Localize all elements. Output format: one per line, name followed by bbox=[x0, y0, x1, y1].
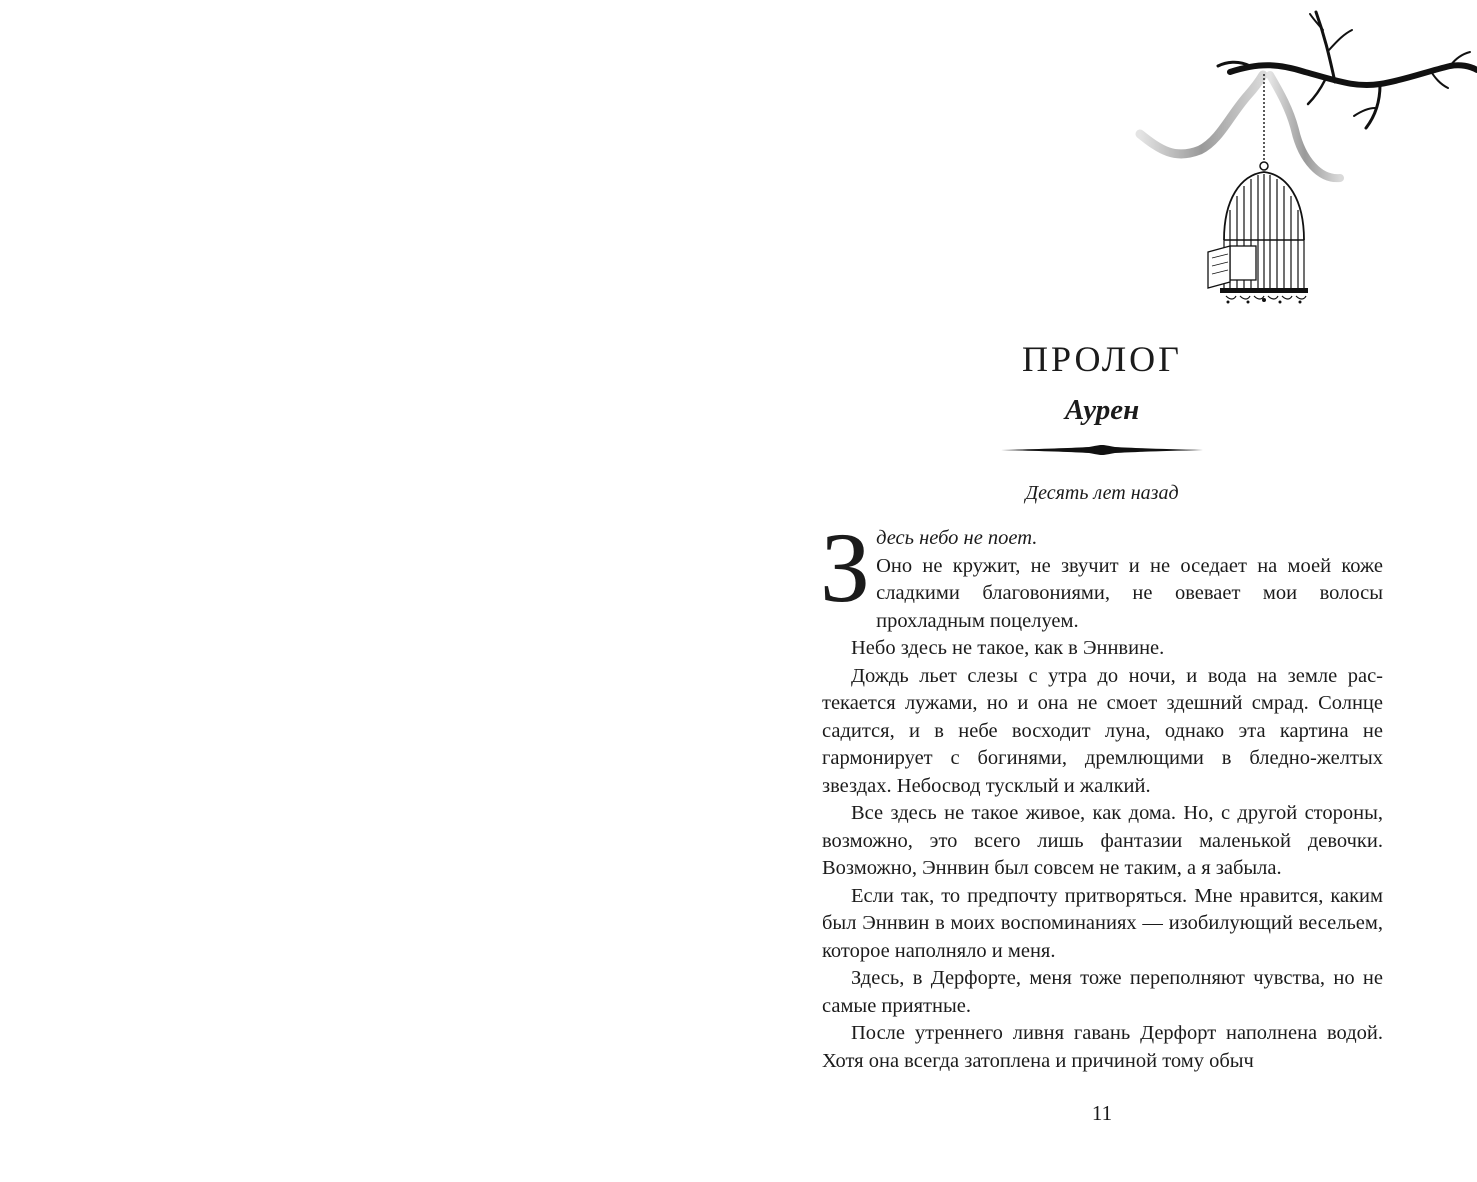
paragraph: Небо здесь не такое, как в Эннвине. bbox=[851, 637, 1165, 659]
branch-birdcage-icon bbox=[1130, 0, 1477, 315]
paragraph: Дождь льет слезы с утра до ночи, и вода на земле растекается лужами, но и она не смоет здешний смрад. Солнце садится, и в небе восходит луна, однако эта картина не гармонирует с богинями, дремлющими в бледно-желтых звездах. Небосвод тусклый и жалкий. bbox=[822, 664, 1383, 797]
drop-cap: З bbox=[820, 512, 871, 623]
narrator-name: Аурен bbox=[1064, 394, 1140, 426]
chapter-title: ПРОЛОГ bbox=[1022, 339, 1182, 379]
paragraph: После утреннего ливня гавань Дерфорт наполнена водой. Хотя она всегда затоплена и причиной тому обыч bbox=[822, 1022, 1383, 1072]
paragraph: Оно не кружит, не звучит и не оседает на моей коже сладкими благовониями, не овевает мои волосы прохладным поцелуем. bbox=[876, 554, 1383, 632]
paragraph: Если так, то предпочту притворяться. Мне нравится, каким был Эннвин в моих воспоминаниях — изобилующий весельем, которое наполняло и меня. bbox=[822, 884, 1383, 962]
paragraph: Все здесь не такое живое, как дома. Но, с другой стороны, возможно, это всего лишь фантазии маленькой девочки. Возможно, Эннвин был совсем не таким, а я забыла. bbox=[822, 802, 1383, 879]
paragraph: Здесь, в Дерфорте, меня тоже переполняют чувства, но не самые приятные. bbox=[822, 967, 1383, 1017]
time-note: Десять лет назад bbox=[1025, 482, 1179, 504]
body-text bbox=[820, 512, 1383, 1075]
first-line: десь небо не поет. bbox=[876, 527, 1038, 549]
flourish-divider-icon bbox=[1001, 442, 1203, 458]
page-number: 11 bbox=[1091, 1101, 1113, 1125]
left-page-blank bbox=[0, 0, 738, 1182]
